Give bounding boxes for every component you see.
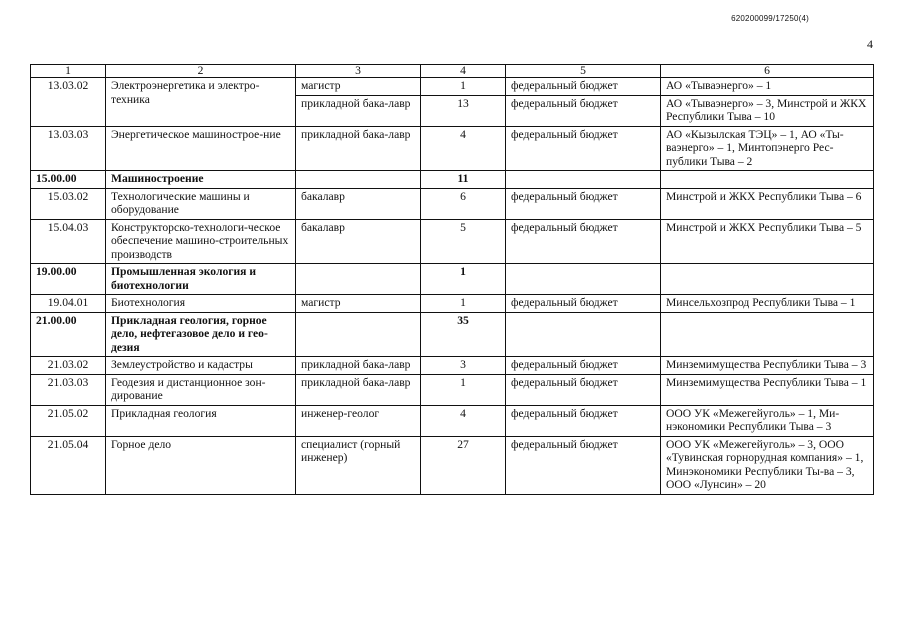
column-header: 5	[506, 65, 661, 78]
funding-source	[506, 264, 661, 295]
employer-list: Минземимущества Республики Тыва – 3	[661, 357, 874, 375]
funding-source: федеральный бюджет	[506, 78, 661, 96]
group-total: 11	[421, 171, 506, 189]
qualification-level: бакалавр	[296, 219, 421, 264]
specialty-name: Горное дело	[106, 436, 296, 494]
employer-list	[661, 312, 874, 357]
qualification-level: прикладной бака-лавр	[296, 126, 421, 171]
document-id: 620200099/17250(4)	[731, 14, 809, 23]
qualification-level	[296, 171, 421, 189]
specialty-code: 15.03.02	[31, 188, 106, 219]
specialty-code: 13.03.03	[31, 126, 106, 171]
column-header: 4	[421, 65, 506, 78]
qualification-level	[296, 312, 421, 357]
qualification-level: магистр	[296, 295, 421, 313]
column-header: 2	[106, 65, 296, 78]
specialty-code: 21.05.02	[31, 405, 106, 436]
column-header: 6	[661, 65, 874, 78]
quota-count: 27	[421, 436, 506, 494]
funding-source: федеральный бюджет	[506, 357, 661, 375]
employer-list: Минстрой и ЖКХ Республики Тыва – 6	[661, 188, 874, 219]
specialty-name: Биотехнология	[106, 295, 296, 313]
group-row	[31, 264, 874, 295]
specialty-name: Землеустройство и кадастры	[106, 357, 296, 375]
qualification-level: специалист (горный инженер)	[296, 436, 421, 494]
employer-list: ООО УК «Межегейуголь» – 1, Ми-нэкономики Республики Тыва – 3	[661, 405, 874, 436]
qualification-level: магистр	[296, 78, 421, 96]
qualification-level: прикладной бака-лавр	[296, 357, 421, 375]
specialty-name: Геодезия и дистанционное зон-дирование	[106, 374, 296, 405]
table-row	[31, 405, 874, 436]
table-row	[31, 295, 874, 313]
qualification-level: прикладной бака-лавр	[296, 95, 421, 126]
quota-count: 1	[421, 78, 506, 96]
column-header: 3	[296, 65, 421, 78]
funding-source: федеральный бюджет	[506, 188, 661, 219]
group-name: Промышленная экология и биотехнологии	[106, 264, 296, 295]
funding-source: федеральный бюджет	[506, 126, 661, 171]
table-row	[31, 188, 874, 219]
specialty-code: 21.03.03	[31, 374, 106, 405]
group-code: 21.00.00	[31, 312, 106, 357]
quota-count: 1	[421, 295, 506, 313]
funding-source: федеральный бюджет	[506, 295, 661, 313]
qualification-level: бакалавр	[296, 188, 421, 219]
qualification-level	[296, 264, 421, 295]
quota-count: 13	[421, 95, 506, 126]
qualification-level: прикладной бака-лавр	[296, 374, 421, 405]
employer-list: АО «Кызылская ТЭЦ» – 1, АО «Ты-ваэнерго» – 1, Минтопэнерго Рес-публики Тыва – 2	[661, 126, 874, 171]
group-name: Прикладная геология, горное дело, нефтегазовое дело и гео-дезия	[106, 312, 296, 357]
group-code: 19.00.00	[31, 264, 106, 295]
employer-list: Минстрой и ЖКХ Республики Тыва – 5	[661, 219, 874, 264]
funding-source	[506, 171, 661, 189]
employer-list: ООО УК «Межегейуголь» – 3, ООО «Тувинская горнорудная компания» – 1, Минэкономики Республики Ты-ва – 3, ООО «Лунсин» – 20	[661, 436, 874, 494]
funding-source: федеральный бюджет	[506, 219, 661, 264]
specialty-name: Энергетическое машинострое-ние	[106, 126, 296, 171]
table-row	[31, 78, 874, 96]
employer-list: Минземимущества Республики Тыва – 1	[661, 374, 874, 405]
funding-source: федеральный бюджет	[506, 436, 661, 494]
group-name: Машиностроение	[106, 171, 296, 189]
table-row	[31, 374, 874, 405]
employer-list	[661, 171, 874, 189]
table-row	[31, 219, 874, 264]
funding-source	[506, 312, 661, 357]
quota-count: 4	[421, 126, 506, 171]
group-code: 15.00.00	[31, 171, 106, 189]
specialty-code: 13.03.02	[31, 78, 106, 127]
specialty-code: 21.03.02	[31, 357, 106, 375]
employer-list: АО «Тываэнерго» – 3, Минстрой и ЖКХ Республики Тыва – 10	[661, 95, 874, 126]
specialty-code: 15.04.03	[31, 219, 106, 264]
table-row	[31, 357, 874, 375]
group-row	[31, 312, 874, 357]
specialty-code: 21.05.04	[31, 436, 106, 494]
qualification-level: инженер-геолог	[296, 405, 421, 436]
funding-source: федеральный бюджет	[506, 374, 661, 405]
group-row	[31, 171, 874, 189]
funding-source: федеральный бюджет	[506, 405, 661, 436]
specialty-code: 19.04.01	[31, 295, 106, 313]
quota-count: 1	[421, 374, 506, 405]
specialty-name: Технологические машины и оборудование	[106, 188, 296, 219]
funding-source: федеральный бюджет	[506, 95, 661, 126]
table-row	[31, 126, 874, 171]
group-total: 35	[421, 312, 506, 357]
column-header: 1	[31, 65, 106, 78]
employer-list: АО «Тываэнерго» – 1	[661, 78, 874, 96]
quota-count: 4	[421, 405, 506, 436]
employer-list: Минсельхозпрод Республики Тыва – 1	[661, 295, 874, 313]
specialty-name: Электроэнергетика и электро-техника	[106, 78, 296, 127]
group-total: 1	[421, 264, 506, 295]
column-number-row	[31, 65, 874, 78]
quota-count: 6	[421, 188, 506, 219]
page-number: 4	[867, 37, 873, 51]
specialty-name: Прикладная геология	[106, 405, 296, 436]
quota-count: 3	[421, 357, 506, 375]
specialty-name: Конструкторско-технологи-ческое обеспечение машино-строительных производств	[106, 219, 296, 264]
quota-count: 5	[421, 219, 506, 264]
employer-list	[661, 264, 874, 295]
training-table	[30, 64, 874, 495]
table-row	[31, 436, 874, 494]
